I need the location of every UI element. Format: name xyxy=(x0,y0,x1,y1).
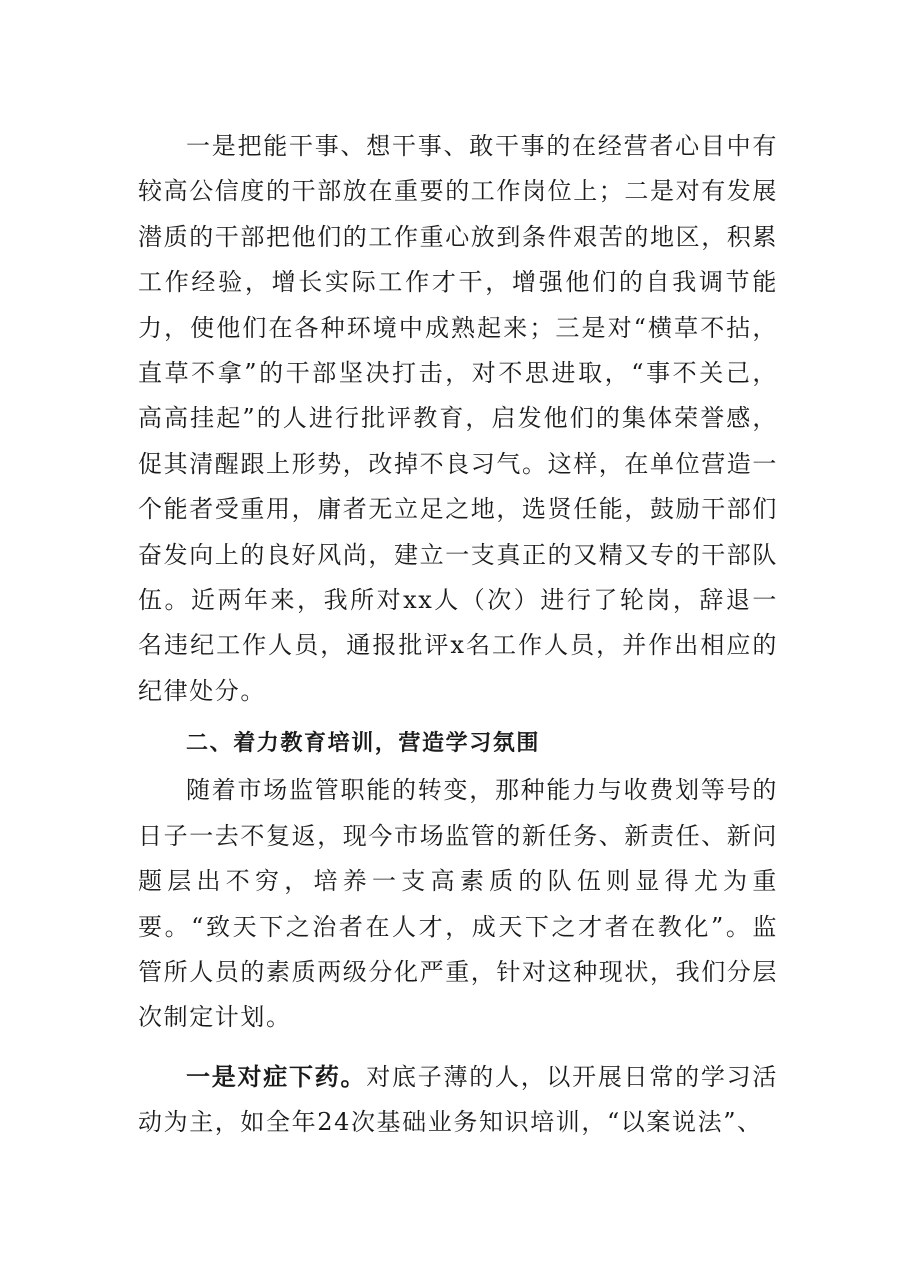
paragraph-body-text: 对底子薄的人，以开展日常的学习活动为主，如全年24次基础业务知识培训，“以案说法”、 xyxy=(138,1062,778,1137)
document-body xyxy=(138,124,778,1146)
paragraph-lead-phrase: 一是对症下药。 xyxy=(186,1062,367,1091)
paragraph-gap xyxy=(138,1041,778,1055)
paragraph-market-supervision: 随着市场监管职能的转变，那种能力与收费划等号的日子一去不复返，现今市场监管的新任务、新责任、新问题层出不穷，培养一支高素质的队伍则显得尤为重要。“致天下之治者在人才，成天下之才者在教化”。监管所人员的素质两级分化严重，针对这种现状，我们分层次制定计划。 xyxy=(138,776,778,1032)
paragraph-targeted-training xyxy=(138,1055,778,1146)
section-heading-education-training: 二、着力教育培训，营造学习氛围 xyxy=(186,731,541,757)
paragraph-cadre-selection: 一是把能干事、想干事、敢干事的在经营者心目中有较高公信度的干部放在重要的工作岗位上；二是对有发展潜质的干部把他们的工作重心放到条件艰苦的地区，积累工作经验，增长实际工作才干，增强他们的自我调节能力，使他们在各种环境中成熟起来；三是对“横草不拈，直草不拿”的干部坚决打击，对不思进取，“事不关己，高高挂起”的人进行批评教育，启发他们的集体荣誉感，促其清醒跟上形势，改掉不良习气。这样，在单位营造一个能者受重用，庸者无立足之地，选贤任能，鼓励干部们奋发向上的良好风尚，建立一支真正的又精又专的干部队伍。近两年来，我所对xx人（次）进行了轮岗，辞退一名违纪工作人员，通报批评x名工作人员，并作出相应的纪律处分。 xyxy=(138,132,778,705)
